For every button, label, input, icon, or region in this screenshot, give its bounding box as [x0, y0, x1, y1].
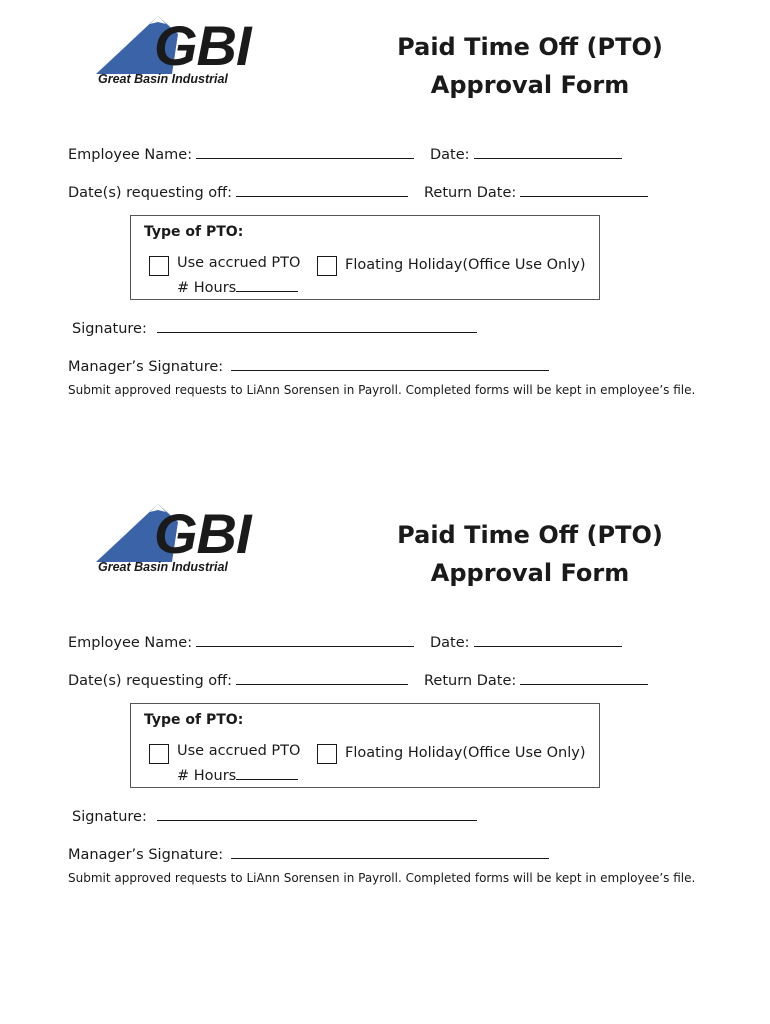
return-date-line[interactable]	[520, 670, 648, 685]
date-line[interactable]	[474, 632, 622, 647]
date-line[interactable]	[474, 144, 622, 159]
accrued-pto-checkbox[interactable]	[149, 744, 169, 764]
logo-letters: GBI	[154, 14, 251, 77]
accrued-pto-label: Use accrued PTO	[177, 255, 301, 271]
floating-holiday-label: Floating Holiday(Office Use Only)	[345, 257, 586, 273]
hours-field[interactable]	[177, 765, 298, 784]
dates-off-label: Date(s) requesting off:	[68, 185, 233, 201]
pto-type-box	[130, 215, 600, 300]
manager-signature-field[interactable]	[68, 356, 549, 375]
employee-name-label: Employee Name:	[68, 635, 193, 651]
return-date-label: Return Date:	[424, 673, 517, 689]
date-label: Date:	[430, 147, 470, 163]
floating-holiday-checkbox[interactable]	[317, 256, 337, 276]
dates-off-line[interactable]	[236, 182, 408, 197]
dates-off-field[interactable]	[68, 182, 408, 201]
accrued-pto-label: Use accrued PTO	[177, 743, 301, 759]
form-title-line1: Paid Time Off (PTO)	[397, 521, 663, 549]
form-title-line2: Approval Form	[430, 559, 630, 587]
employee-name-line[interactable]	[196, 144, 414, 159]
date-label: Date:	[430, 635, 470, 651]
logo-letters: GBI	[154, 502, 251, 565]
return-date-label: Return Date:	[424, 185, 517, 201]
submission-note: Submit approved requests to LiAnn Sorensen in Payroll. Completed forms will be kept in employee’s file.	[68, 871, 696, 885]
pto-form-2	[0, 488, 770, 968]
manager-signature-label: Manager’s Signature:	[68, 359, 224, 375]
pto-form-1	[0, 0, 770, 480]
accrued-pto-checkbox[interactable]	[149, 256, 169, 276]
manager-signature-line[interactable]	[231, 356, 549, 371]
hours-label: # Hours	[177, 768, 237, 784]
form-title-line2: Approval Form	[430, 71, 630, 99]
logo-subtitle: Great Basin Industrial	[98, 560, 228, 574]
pto-type-label: Type of PTO:	[144, 224, 244, 240]
return-date-field[interactable]	[424, 670, 648, 689]
floating-holiday-checkbox[interactable]	[317, 744, 337, 764]
manager-signature-line[interactable]	[231, 844, 549, 859]
signature-line[interactable]	[157, 806, 477, 821]
manager-signature-field[interactable]	[68, 844, 549, 863]
manager-signature-label: Manager’s Signature:	[68, 847, 224, 863]
dates-off-field[interactable]	[68, 670, 408, 689]
pto-type-box	[130, 703, 600, 788]
hours-label: # Hours	[177, 280, 237, 296]
employee-name-line[interactable]	[196, 632, 414, 647]
signature-field[interactable]	[72, 806, 477, 825]
return-date-line[interactable]	[520, 182, 648, 197]
signature-label: Signature:	[72, 809, 147, 825]
signature-field[interactable]	[72, 318, 477, 337]
signature-line[interactable]	[157, 318, 477, 333]
pto-type-label: Type of PTO:	[144, 712, 244, 728]
dates-off-line[interactable]	[236, 670, 408, 685]
submission-note: Submit approved requests to LiAnn Sorensen in Payroll. Completed forms will be kept in employee’s file.	[68, 383, 696, 397]
gbi-logo	[96, 12, 274, 90]
hours-field[interactable]	[177, 277, 298, 296]
employee-name-field[interactable]	[68, 144, 414, 163]
hours-line[interactable]	[236, 765, 298, 780]
hours-line[interactable]	[236, 277, 298, 292]
employee-name-field[interactable]	[68, 632, 414, 651]
dates-off-label: Date(s) requesting off:	[68, 673, 233, 689]
date-field[interactable]	[430, 632, 622, 651]
return-date-field[interactable]	[424, 182, 648, 201]
signature-label: Signature:	[72, 321, 147, 337]
gbi-logo	[96, 500, 274, 578]
floating-holiday-label: Floating Holiday(Office Use Only)	[345, 745, 586, 761]
date-field[interactable]	[430, 144, 622, 163]
form-title-line1: Paid Time Off (PTO)	[397, 33, 663, 61]
employee-name-label: Employee Name:	[68, 147, 193, 163]
logo-subtitle: Great Basin Industrial	[98, 72, 228, 86]
